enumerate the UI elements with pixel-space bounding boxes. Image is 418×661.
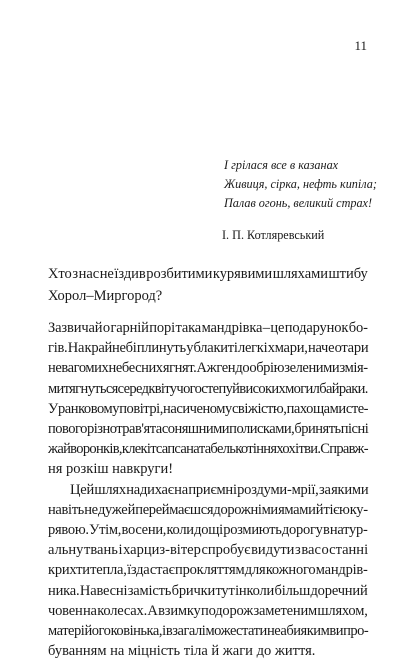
paragraph-1 — [48, 318, 368, 480]
text-line: човен на колесах. А взимку подорож заметеним шляхом, — [48, 602, 368, 619]
text-line: Хорол–Миргород? — [48, 287, 163, 304]
text-line: матері його ковінька, і взагалі може стати неабияким випро- — [48, 623, 369, 640]
text-line: буванням на міцність тіла й жаги до життя. — [48, 643, 316, 660]
text-line: Цей шлях надихає на приємні роздуми-мрії, за якими — [70, 481, 369, 498]
text-line: невагомих небесних ягнят. Аж ген до обрію зеленими змія- — [48, 360, 368, 377]
text-line: Зазвичай о гарній порі така мандрівка – це подарунок бо- — [48, 320, 368, 336]
text-line: альну твань і харциз-вітер спробує видути з вас останні — [48, 542, 369, 559]
text-line: пового різнотрав'я та соняшними полисками, бринять пісні — [48, 421, 369, 438]
page-number: 11 — [354, 38, 367, 53]
epigraph-line: І грілася все в казанах — [224, 158, 339, 172]
text-line: крихти тепла, їзда стає прокляттям для кожного мандрів- — [48, 562, 368, 579]
body-text — [48, 318, 368, 661]
epigraph-line: Палав огонь, великий страх! — [224, 196, 373, 210]
paragraph-2 — [48, 480, 368, 661]
text-line: навіть не дуже й переймаєшся дорожніми ямами й тією ку- — [48, 501, 368, 518]
text-line: жайворонків, клекіт сапсана та белькотіння хохітви. Справж- — [48, 441, 368, 458]
text-line: рявою. Утім, восени, коли дощі розмиють дорогу в натур- — [48, 522, 368, 539]
epigraph-author: І. П. Котляревський — [222, 228, 325, 242]
text-line: ня розкіш навкруги! — [48, 461, 174, 478]
text-line: ми тягнуться серед квітучого степу й високих могил байраки. — [48, 380, 368, 397]
opening-question — [48, 264, 368, 307]
text-line: гів. На крайнебі плинуть у блакиті легкі хмари, наче отари — [48, 340, 369, 357]
text-line: ника. Навесні замість брички тут інколи більш доречний — [48, 582, 368, 599]
epigraph — [224, 156, 377, 213]
text-line: Хто з нас не їздив розбитими курявими шляхами штибу — [48, 266, 368, 282]
epigraph-line: Живиця, сірка, нефть кипіла; — [224, 177, 377, 191]
text-line: У ранковому повітрі, насиченому свіжістю, пахощами сте- — [48, 400, 369, 417]
